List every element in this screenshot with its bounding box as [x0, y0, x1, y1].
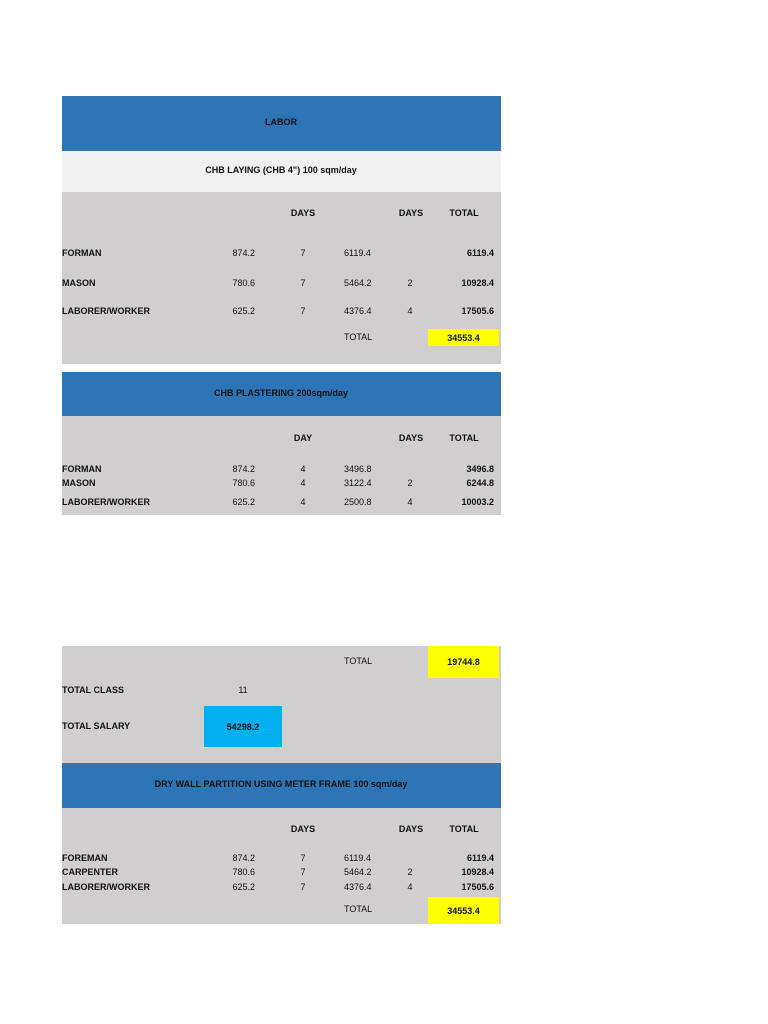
chb-laying-title: CHB LAYING (CHB 4") 100 sqm/day: [205, 165, 357, 175]
rate-cell: 625.2: [232, 882, 255, 892]
role-cell: FORMAN: [62, 248, 102, 258]
days2-header: DAYS: [398, 208, 424, 218]
total-cell: 6119.4: [466, 248, 494, 258]
extra-days-cell: 2: [407, 867, 413, 877]
total-value: 19744.8: [447, 657, 480, 667]
dry-wall-title: DRY WALL PARTITION USING METER FRAME 100 sqm/day: [154, 779, 408, 789]
days-cell: 4: [300, 478, 306, 488]
role-cell: LABORER/WORKER: [62, 497, 150, 507]
days-cell: 7: [300, 248, 306, 258]
extra-days-cell: 2: [407, 278, 413, 288]
total-cell: 17505.6: [461, 306, 494, 316]
extra-days-cell: 4: [407, 882, 413, 892]
role-cell: CARPENTER: [62, 867, 119, 877]
role-cell: FOREMAN: [62, 853, 108, 863]
total-cell: 10003.2: [461, 497, 494, 507]
total-header: TOTAL: [449, 433, 479, 443]
days-cell: 7: [300, 853, 306, 863]
chb-laying-table: [62, 192, 501, 364]
days-cell: 7: [300, 882, 306, 892]
days-cell: 7: [300, 278, 306, 288]
extra-days-cell: 4: [407, 306, 413, 316]
days-header: DAYS: [290, 824, 316, 834]
total-cell: 17505.6: [461, 882, 494, 892]
total-value: 34553.4: [447, 332, 480, 343]
total-value: 34553.4: [447, 905, 480, 916]
total-value-highlight: [428, 646, 499, 678]
days-header: DAY: [293, 433, 313, 443]
days2-header: DAYS: [398, 824, 424, 834]
extra-days-cell: 4: [407, 497, 413, 507]
total-label: TOTAL: [344, 332, 373, 342]
role-cell: LABORER/WORKER: [62, 882, 150, 892]
days-cell: 7: [300, 867, 306, 877]
total-cell: 10928.4: [461, 278, 494, 288]
days-header: DAYS: [290, 208, 316, 218]
amount-cell: 3122.4: [344, 478, 372, 488]
total-class-value: 11: [238, 685, 248, 695]
amount-cell: 6119.4: [344, 248, 371, 258]
rate-cell: 780.6: [232, 478, 255, 488]
amount-cell: 5464.2: [344, 867, 372, 877]
rate-cell: 625.2: [232, 306, 255, 316]
amount-cell: 2500.8: [344, 497, 372, 507]
total-salary-value: 54298.2: [226, 721, 260, 732]
rate-cell: 874.2: [232, 853, 255, 863]
dry-wall-table: [62, 808, 501, 924]
chb-plastering-table: [62, 416, 501, 515]
days2-header: DAYS: [398, 433, 424, 443]
total-value-highlight: [428, 329, 499, 346]
amount-cell: 4376.4: [344, 306, 372, 316]
total-label: TOTAL: [344, 904, 373, 914]
total-cell: 6119.4: [466, 853, 494, 863]
total-salary-label: TOTAL SALARY: [62, 721, 131, 731]
role-cell: FORMAN: [62, 464, 102, 474]
role-cell: LABORER/WORKER: [62, 306, 150, 316]
rate-cell: 780.6: [232, 278, 255, 288]
amount-cell: 3496.8: [344, 464, 372, 474]
amount-cell: 5464.2: [344, 278, 372, 288]
total-header: TOTAL: [449, 208, 479, 218]
labor-header: [62, 96, 501, 151]
summary-block: [62, 646, 501, 763]
total-cell: 6244.8: [466, 478, 494, 488]
total-class-label: TOTAL CLASS: [62, 685, 125, 695]
rate-cell: 874.2: [232, 464, 255, 474]
amount-cell: 4376.4: [344, 882, 372, 892]
total-cell: 10928.4: [461, 867, 494, 877]
rate-cell: 625.2: [232, 497, 255, 507]
role-cell: MASON: [62, 478, 96, 488]
chb-plastering-title: CHB PLASTERING 200sqm/day: [213, 388, 349, 398]
total-label: TOTAL: [344, 656, 373, 666]
days-cell: 4: [300, 497, 306, 507]
chb-laying-title-row: [62, 151, 501, 192]
rate-cell: 780.6: [232, 867, 255, 877]
total-salary-highlight: [204, 706, 282, 747]
total-cell: 3496.8: [466, 464, 494, 474]
dry-wall-header: [62, 763, 501, 808]
role-cell: MASON: [62, 278, 96, 288]
extra-days-cell: 2: [407, 478, 413, 488]
total-header: TOTAL: [449, 824, 479, 834]
chb-plastering-header: [62, 372, 501, 416]
labor-title: LABOR: [265, 117, 297, 127]
total-value-highlight: [428, 897, 499, 924]
rate-cell: 874.2: [232, 248, 255, 258]
amount-cell: 6119.4: [344, 853, 371, 863]
days-cell: 4: [300, 464, 306, 474]
days-cell: 7: [300, 306, 306, 316]
